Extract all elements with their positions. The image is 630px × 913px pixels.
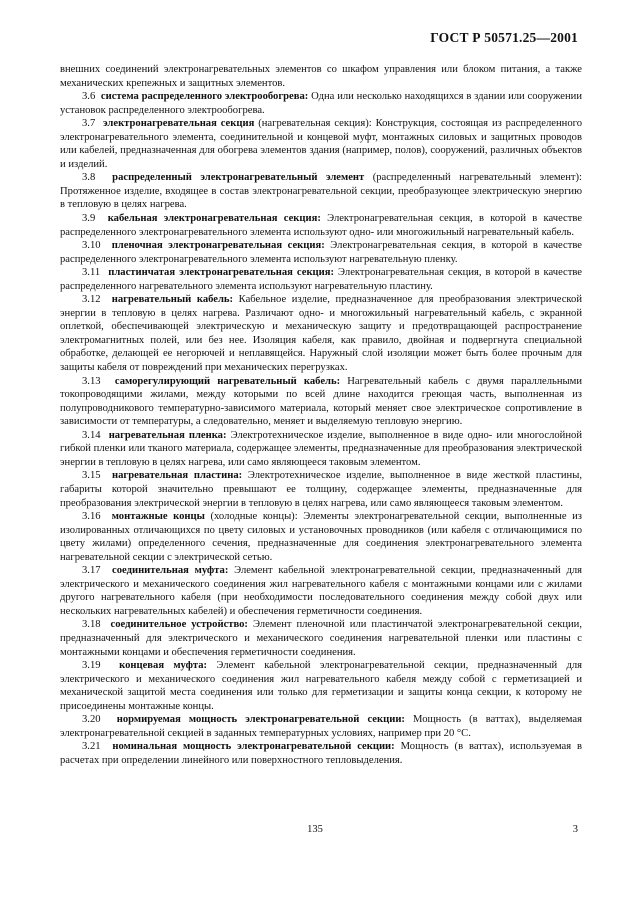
definition-term: нагревательная пластина: (112, 470, 243, 482)
definition-item (60, 713, 582, 740)
definition-number: 3.14 (82, 429, 101, 441)
definition-number: 3.7 (82, 118, 96, 130)
page-number: 135 (307, 824, 323, 835)
definition-number: 3.12 (82, 294, 101, 306)
definition-term: соединительное устройство: (110, 619, 248, 631)
definition-item (60, 469, 582, 510)
definition-item (60, 239, 582, 266)
definition-number: 3.10 (82, 240, 101, 252)
definition-text: (распределенный нагревательный элемент): Протяженное изделие, входящее в состав электронагревательной секции, преобразующее электрическую энергию в тепловую в целях нагрева. (60, 172, 583, 211)
definition-item (60, 171, 582, 212)
definition-number: 3.11 (82, 267, 101, 279)
definition-text: Электротехническое изделие, выполненное в виде жесткой пластины, габариты которой значительно превышают ее толщину, содержащее элементы, предназначенные для преобразования электрической энергии в тепловую в целях нагрева, или само являющееся таковым элементом. (60, 470, 582, 509)
definition-number: 3.21 (82, 741, 101, 753)
definition-number: 3.19 (82, 660, 101, 672)
definition-number: 3.17 (82, 565, 101, 577)
definition-text: Элемент кабельной электронагревательной секции, предназначенный для электрического и механического соединения жил нагревательного кабеля с монтажными концами или с жилами другого нагревательного кабеля (при необходимости последовательного соединения между собой двух или нескольких нагревательных кабелей) и обеспечения герметичности соединения. (60, 565, 583, 617)
definition-text: Элемент пленочной или пластинчатой электронагревательной секции, предназначенный для электрического и механического соединения нагревательной пленки или пластины с монтажными концами и обеспечения герметичности соединения. (60, 619, 583, 658)
definition-term: пластинчатая электронагревательная секция: (108, 267, 335, 279)
definition-item (60, 659, 582, 713)
definition-term: пленочная электронагревательная секция: (111, 240, 325, 252)
definition-item (60, 510, 582, 564)
definition-text: Электронагревательная секция, в которой в качестве распределенного нагревательного элемента используют нагревательную пластину. (60, 267, 583, 292)
definition-term: нормируемая мощность электронагревательной секции: (116, 714, 405, 726)
sheet-number: 3 (572, 824, 578, 835)
definition-number: 3.15 (82, 470, 101, 482)
definition-number: 3.13 (82, 375, 101, 387)
definition-term: нагревательный кабель: (111, 294, 234, 306)
document-standard-header: ГОСТ Р 50571.25—2001 (430, 30, 578, 45)
definition-text: Электронагревательная секция, в которой в качестве распределенного электронагревательного элемента используют одно- или многожильный нагревательный кабель. (60, 213, 583, 238)
definition-term: нагревательная пленка: (108, 429, 227, 441)
definitions-list (60, 90, 582, 767)
definition-text: Мощность (в ваттах), используемая в расчетах при определении линейного или поверхностного тепловыделения. (60, 741, 583, 766)
definition-text: Электронагревательная секция, в которой в качестве распределенного электронагревательного элемента используют нагревательную пленку. (60, 240, 582, 265)
definition-item (60, 375, 582, 429)
definition-item (60, 293, 582, 374)
definition-term: электронагревательная секция (103, 118, 255, 130)
definition-term: номинальная мощность электронагревательной секции: (112, 741, 395, 753)
definition-item (60, 212, 582, 239)
definition-text: Кабельное изделие, предназначенное для преобразования электрической энергии в тепловую в целях нагрева. Различают одно- и многожильный нагревательный кабель, с экранной оплеткой, обеспечивающей электрическую и механическую защиту и предотвращающей распространение электромагнитных полей, или без нее. Изоляция кабеля, как правило, двойная и подвергнута специальной обработке, делающей ее негорючей и неплавящейся. Наружный слой изоляции может быть более прочным для защиты кабеля от повреждений при механических перегрузках. (60, 294, 582, 374)
definition-item (60, 564, 582, 618)
definition-term: кабельная электронагревательная секция: (107, 213, 321, 225)
definition-term: монтажные концы (111, 511, 205, 523)
definition-term: система распределенного электрообогрева: (100, 91, 309, 103)
definition-text: (холодные концы): Элементы электронагревательной секции, выполненные из изолированных отличающихся по цвету силовых и установочных проводников (или кабеля с отличающимися по цвету жилами) определенного сечения, предназначенные для соединения электронагревательного элемента нагревательной секции с электрической сетью. (60, 511, 582, 563)
definition-number: 3.20 (82, 714, 101, 726)
definition-term: саморегулирующий нагревательный кабель: (114, 375, 341, 387)
definition-number: 3.18 (82, 619, 101, 631)
definition-term: распределенный электронагревательный элемент (112, 172, 365, 184)
definition-text: Одна или несколько находящихся в здании или сооружении установок распределенного электрообогрева. (60, 91, 583, 116)
definition-number: 3.9 (82, 213, 96, 225)
definition-term: концевая муфта: (119, 660, 208, 672)
definition-item (60, 117, 582, 171)
definition-number: 3.16 (82, 511, 101, 523)
definition-item (60, 266, 582, 293)
definition-item (60, 429, 582, 470)
definition-number: 3.6 (82, 91, 96, 103)
continued-paragraph: внешних соединений электронагревательных элементов со шкафом управления или блоком питания, а также механических крепежных и защитных элементов. (60, 64, 582, 89)
definition-text: Электротехническое изделие, выполненное в виде одно- или многослойной гибкой пленки или тканого материала, содержащее элементы, предназначенные для преобразования электрической энергии в тепловую в целях нагрева, или само являющееся таковым элементом. (60, 429, 582, 468)
document-body (60, 63, 582, 767)
definition-text: Нагревательный кабель с двумя параллельными токопроводящими жилами, между которыми по всей длине находится греющая часть, выполненная из полупроводникового температурно-зависимого материала, который меняет свое электрическое сопротивление в зависимости от температуры, а следовательно, меняет и выделяемую тепловую энергию. (60, 375, 583, 428)
definition-text: Элемент кабельной электронагревательной секции, предназначенный для электрического и механического соединения жил нагревательного кабеля между собой с герметизацией и механической защитой места соединения или только для герметизации и защиты конца секции, к которому не присоединены монтажные концы. (60, 660, 583, 712)
definition-number: 3.8 (82, 172, 96, 184)
definition-item (60, 740, 582, 767)
definition-item (60, 618, 582, 659)
definition-text: Мощность (в ваттах), выделяемая электронагревательной секцией в заданных температурных условиях, например при 20 °С. (60, 714, 583, 739)
definition-term: соединительная муфта: (112, 565, 229, 577)
definition-item (60, 90, 582, 117)
definition-text: (нагревательная секция): Конструкция, состоящая из распределенного электронагревательного элемента, соединительной и концевой муфт, монтажных силовых и защитных проводов или кабелей, предназначенная для обогрева элементов здания (например, полов), сооружений, различных объектов и изделий. (60, 118, 583, 170)
